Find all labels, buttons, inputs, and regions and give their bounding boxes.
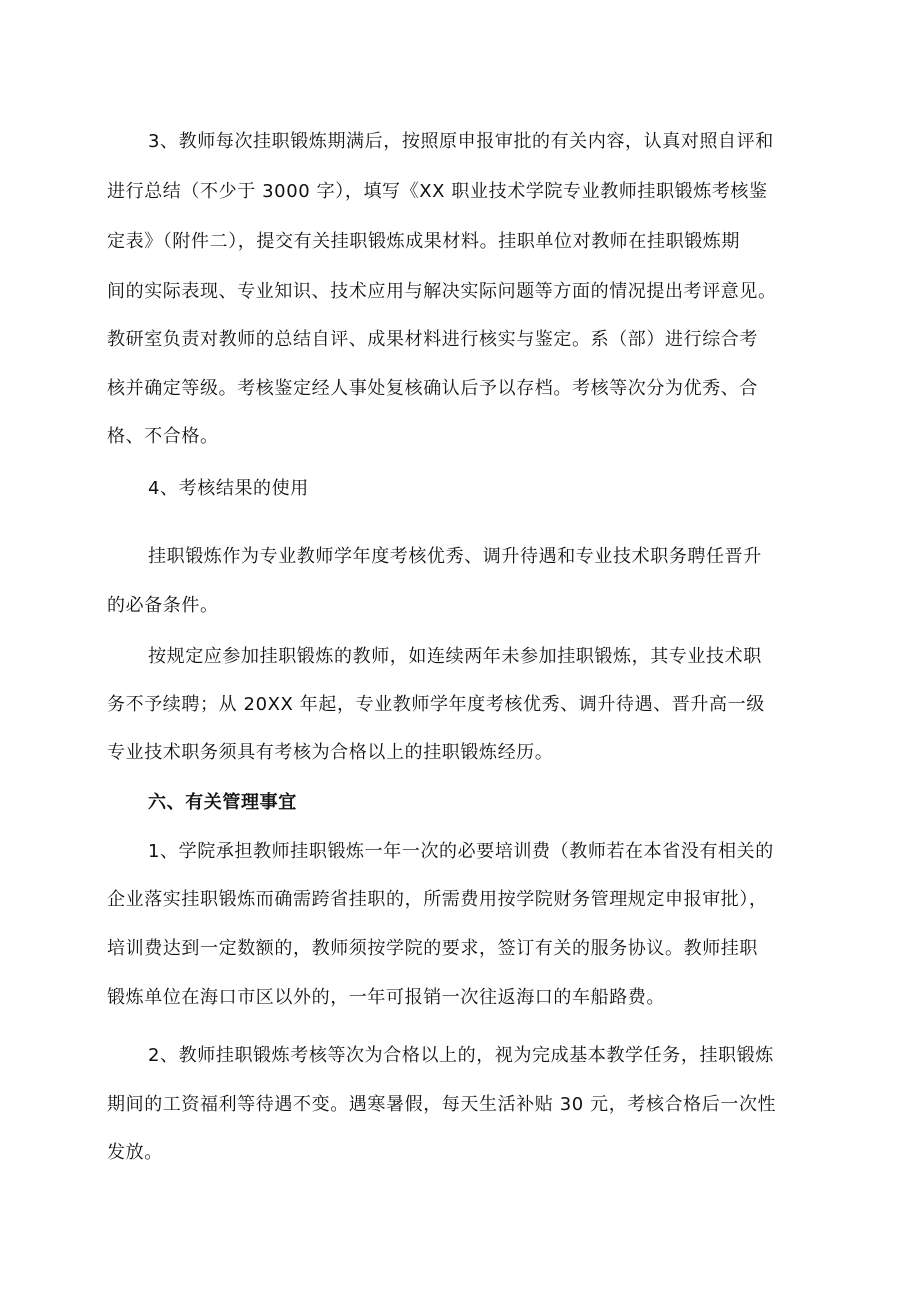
text-line: 2、教师挂职锻炼考核等次为合格以上的，视为完成基本教学任务，挂职锻炼 bbox=[148, 1045, 774, 1066]
text-line: 1、学院承担教师挂职锻炼一年一次的必要培训费（教师若在本省没有相关的 bbox=[148, 841, 774, 862]
text-line: 锻炼单位在海口市区以外的，一年可报销一次往返海口的车船路费。 bbox=[107, 987, 665, 1008]
text-line: 格、不合格。 bbox=[107, 426, 219, 447]
text-line: 核并确定等级。考核鉴定经人事处复核确认后予以存档。考核等次分为优秀、合 bbox=[107, 378, 758, 399]
text-line: 定表》（附件二），提交有关挂职锻炼成果材料。挂职单位对教师在挂职锻炼期 bbox=[107, 231, 740, 252]
text-line: 务不予续聘；从 20XX 年起，专业教师学年度考核优秀、调升待遇、晋升高一级 bbox=[107, 694, 765, 715]
text-line: 发放。 bbox=[107, 1142, 163, 1163]
text-line: 按规定应参加挂职锻炼的教师，如连续两年未参加挂职锻炼，其专业技术职 bbox=[148, 646, 762, 667]
text-line: 培训费达到一定数额的，教师须按学院的要求，签订有关的服务协议。教师挂职 bbox=[107, 938, 758, 959]
text-line: 进行总结（不少于 3000 字），填写《XX 职业技术学院专业教师挂职锻炼考核鉴 bbox=[107, 181, 768, 202]
text-line: 期间的工资福利等待遇不变。遇寒暑假，每天生活补贴 30 元，考核合格后一次性 bbox=[107, 1094, 777, 1115]
section-heading-4: 4、考核结果的使用 bbox=[148, 478, 309, 499]
section-heading-6: 六、有关管理事宜 bbox=[148, 792, 297, 813]
text-line: 挂职锻炼作为专业教师学年度考核优秀、调升待遇和专业技术职务聘任晋升 bbox=[148, 546, 762, 567]
text-line: 企业落实挂职锻炼而确需跨省挂职的，所需费用按学院财务管理规定申报审批）， bbox=[107, 889, 768, 910]
text-line: 3、教师每次挂职锻炼期满后，按照原申报审批的有关内容，认真对照自评和 bbox=[148, 131, 774, 152]
text-line: 教研室负责对教师的总结自评、成果材料进行核实与鉴定。系（部）进行综合考 bbox=[107, 329, 758, 350]
text-line: 间的实际表现、专业知识、技术应用与解决实际问题等方面的情况提出考评意见。 bbox=[107, 281, 777, 302]
text-line: 专业技术职务须具有考核为合格以上的挂职锻炼经历。 bbox=[107, 742, 554, 763]
text-line: 的必备条件。 bbox=[107, 595, 219, 616]
